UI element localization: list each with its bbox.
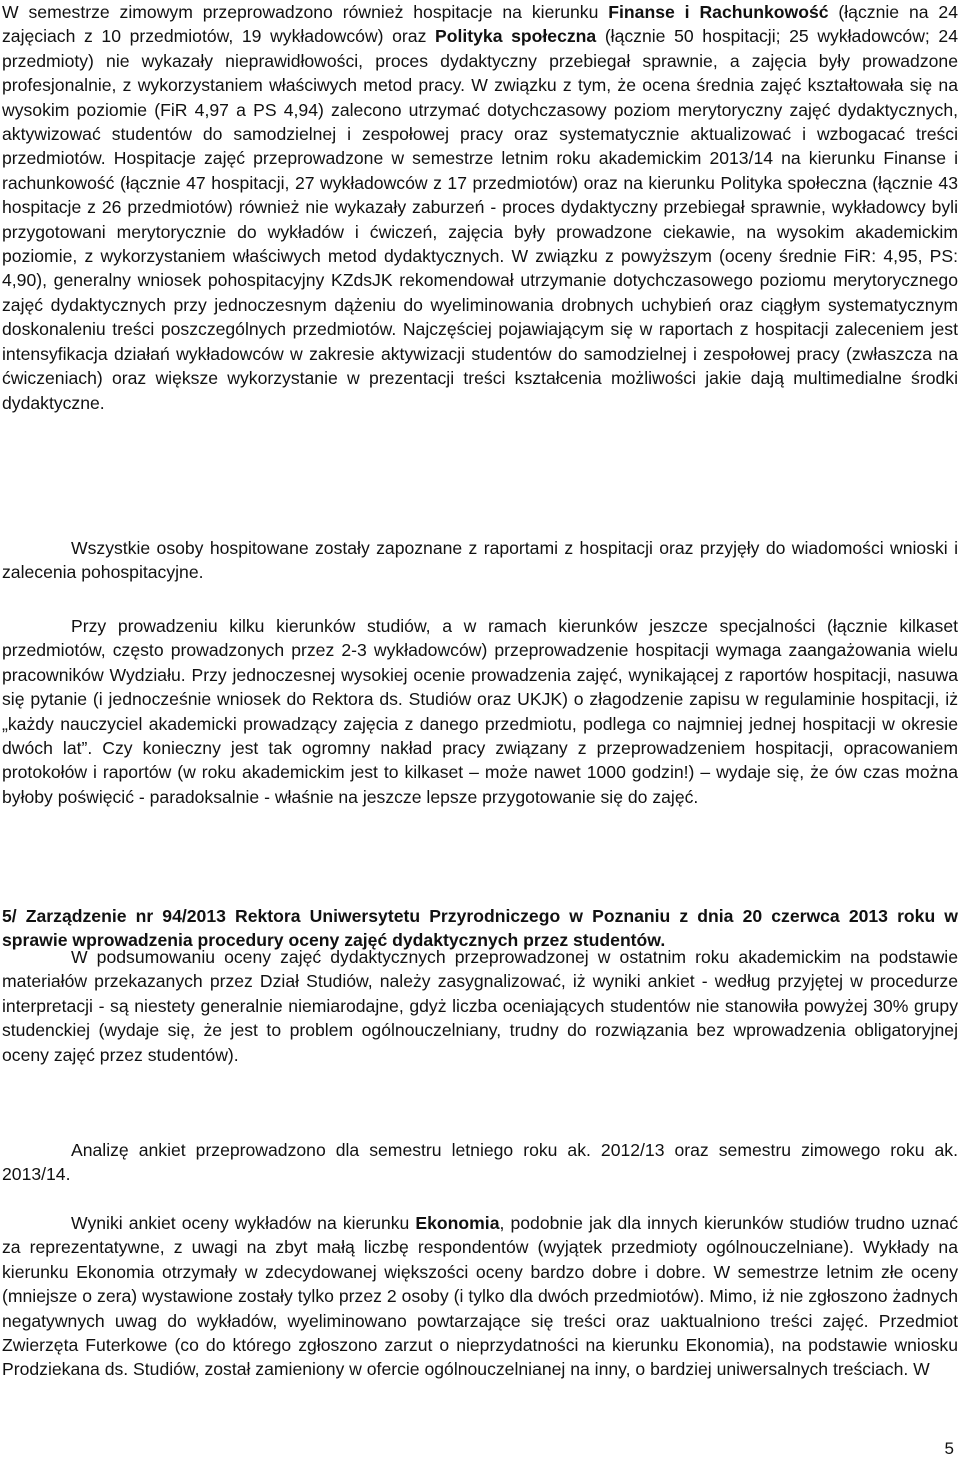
paragraph-text: (łącznie 50 hospitacji; 25 wykładowców; 24 przedmioty) nie wykazały nieprawidłowości, proces dydaktyczny przebiegał sprawnie, a zajęcia były prowadzone profesjonalnie, z wykorzystaniem właściwych metod pracy. W związku z tym, że ocena średnia zajęć kształtowała się na wysokim poziomie (FiR 4,97 a PS 4,94) zalecono utrzymać dotychczasowy poziom merytoryczny zajęć dydaktycznych, aktywizować studentów do samodzielnej i zespołowej pracy oraz systematycznie aktualizować i wzbogacać treści przedmiotów. Hospitacje zajęć przeprowadzone w semestrze letnim roku akademickim 2013/14 na kierunku Finanse i rachunkowość (łącznie 47 hospitacji, 27 wykładowców z 17 przedmiotów) oraz na kierunku Polityka społeczna (łącznie 43 hospitacje z 26 przedmiotów) również nie wykazały zaburzeń - proces dydaktyczny przebiegał sprawnie, wykładowcy byli przygotowani merytorycznie do wykładów i ćwiczeń, zajęcia były prowadzone ciekawie, na wysokim akademickim poziomie, z wykorzystaniem właściwych metod dydaktycznych. W związku z powyższym (oceny średnie FiR: 4,95, PS: 4,90), generalny wniosek pohospitacyjny KZdsJK rekomendował utrzymanie dotychczasowego poziomu merytorycznego zajęć dydaktycznych przy jednoczesnym dążeniu do wyeliminowania drobnych uchybień oraz ciągłym systematycznym doskonaleniu treści poszczególnych przedmiotów. Najczęściej pojawiającym się w raportach z hospitacji zaleceniem jest intensyfikacja działań wykładowców w zakresie aktywizacji studentów do samodzielnej i zespołowej pracy (zwłaszcza na ćwiczeniach) oraz większe wykorzystanie w prezentacji treści kształcenia możliwości jakie dają multimedialne środki dydaktyczne. (2, 26, 958, 413)
paragraph-text: , podobnie jak dla innych kierunków studiów trudno uznać za reprezentatywne, z uwagi na zbyt małą liczbę respondentów (wyjątek przedmioty ogólnouczelniane). Wykłady na kierunku Ekonomia otrzymały w zdecydowanej większości oceny bardzo dobre i dobre. W semestrze letnim złe oceny (mniejsze o zera) wystawione zostały tylko przez 2 osoby (i tylko dla dwóch przedmiotów). Mimo, iż nie zgłoszono żadnych negatywnych uwag do wykładów, wyeliminowano powtarzające się treści oraz uaktualniono treści zajęć. Przedmiot Zwierzęta Futerkowe (co do którego zgłoszono zarzut o nieprzydatności na kierunku Ekonomia), na podstawie wniosku Prodziekana ds. Studiów, został zamieniony w ofercie ogólnouczelnianej na inny, o bardziej uniwersalnych treściach. W (2, 1213, 958, 1380)
page-number: 5 (944, 1439, 954, 1458)
paragraph-podsumowanie: W podsumowaniu oceny zajęć dydaktycznych przeprowadzonej w ostatnim roku akademickim na podstawie materiałów przekazanych przez Dział Studiów, należy zasygnalizować, iż wyniki ankiet - według przyjętej w procedurze interpretacji - są niestety generalnie niemiarodajne, gdyż liczba oceniających studentów nie stanowiła powyżej 30% grupy studenckiej (wydaje się, że jest to problem ogólnouczelniany, trudny do rozwiązania bez wprowadzenia obligatoryjnej oceny zajęć przez studentów). (2, 947, 958, 1065)
paragraph-hospitacje-fir-ps (2, 0, 958, 415)
bold-term-ekonomia: Ekonomia (415, 1213, 500, 1233)
bold-term-polityka: Polityka społeczna (435, 26, 597, 47)
paragraph-naklad-pracy: Przy prowadzeniu kilku kierunków studiów, a w ramach kierunków jeszcze specjalności (łącznie kilkaset przedmiotów, często prowadzonych przez 2-3 wykładowców) przeprowadzenie hospitacji wymaga zaangażowania wielu pracowników Wydziału. Przy jednoczesnej wysokiej ocenie prowadzenia zajęć, wynikającej z raportów hospitacji, nasuwa się pytanie (i jednocześnie wniosek do Rektora ds. Studiów oraz UKJK) o złagodzenie zapisu w regulaminie hospitacji, iż „każdy nauczyciel akademicki prowadzący zajęcia z danego przedmiotu, podlega co najmniej jednej hospitacji w okresie dwóch lat”. Czy konieczny jest tak ogromny nakład pracy związany z przeprowadzeniem hospitacji, opracowaniem protokołów i raportów (w roku akademickim jest to kilkaset – może nawet 1000 godzin!) – wydaje się, że ów czas można byłoby poświęcić - paradoksalnie - właśnie na jeszcze lepsze przygotowanie się do zajęć. (2, 616, 958, 807)
paragraph-ekonomia (2, 1211, 958, 1382)
bold-term-finanse: Finanse i Rachunkowość (608, 2, 829, 22)
paragraph-analiza-ankiet: Analizę ankiet przeprowadzono dla semestru letniego roku ak. 2012/13 oraz semestru zimowego roku ak. 2013/14. (2, 1140, 958, 1185)
paragraph-text: Wyniki ankiet oceny wykładów na kierunku (71, 1213, 416, 1233)
paragraph-text: W semestrze zimowym przeprowadzono również hospitacje na kierunku (2, 2, 609, 22)
section-heading: 5/ Zarządzenie nr 94/2013 Rektora Uniwersytetu Przyrodniczego w Poznaniu z dnia 20 czerwca 2013 roku w sprawie wprowadzenia procedury oceny zajęć dydaktycznych przez studentów. (2, 906, 958, 951)
paragraph-text: (łącznie na 24 zajęciach z 10 przedmiotów, 19 wykładowców) oraz (2, 2, 958, 47)
paragraph-raporty: Wszystkie osoby hospitowane zostały zapoznane z raportami z hospitacji oraz przyjęły do wiadomości wnioski i zalecenia pohospitacyjne. (2, 538, 958, 583)
